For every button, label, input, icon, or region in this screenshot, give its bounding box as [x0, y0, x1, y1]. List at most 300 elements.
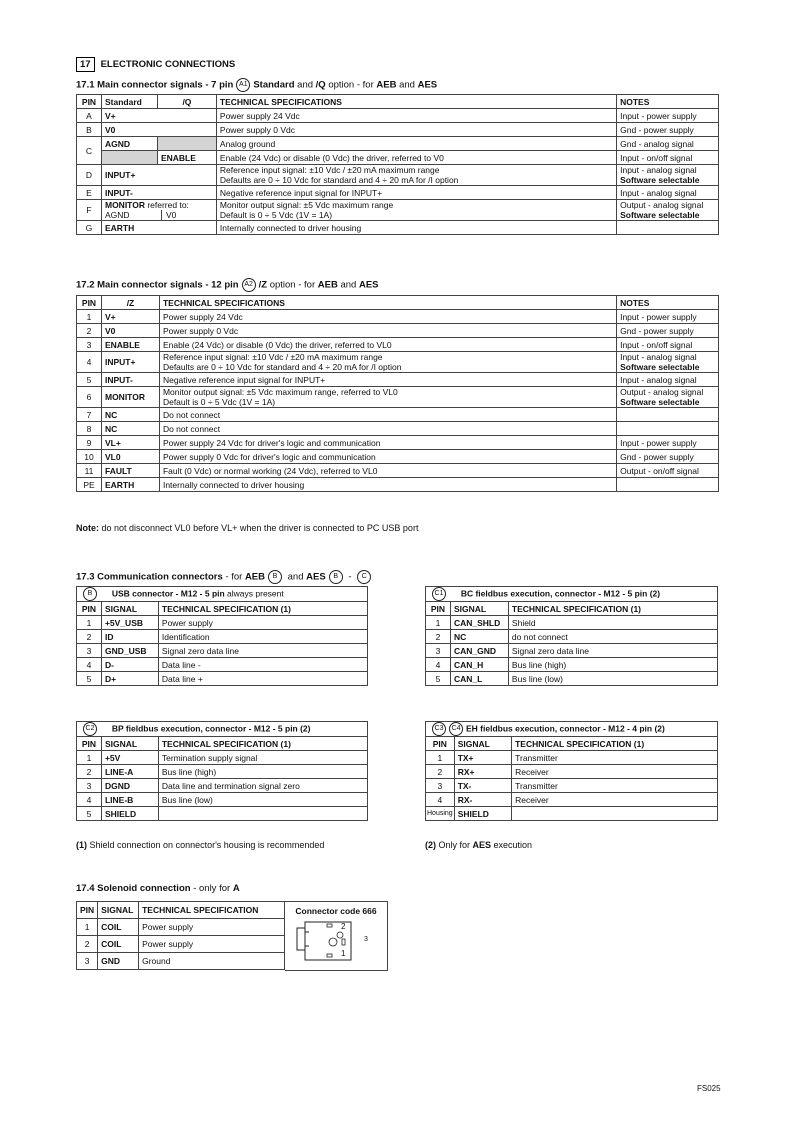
col-spec: TECHNICAL SPECIFICATION (1)	[158, 602, 367, 616]
spec-line: Default is 0 ÷ 5 Vdc (1V = 1A)	[162, 397, 276, 407]
note	[617, 450, 719, 464]
s174-title-a: A	[232, 883, 240, 894]
signal: CAN_SHLD	[450, 616, 508, 630]
table-row	[426, 672, 718, 686]
pin: 3	[426, 779, 455, 793]
pin: 2	[77, 936, 98, 953]
s172-table	[76, 295, 719, 492]
spec-line: Default is 0 ÷ 5 Vdc (1V = 1A)	[219, 210, 333, 220]
signal-main: MONITOR	[104, 200, 145, 210]
signal: ENABLE	[157, 151, 216, 165]
note-line: Output - analog signal	[620, 200, 704, 210]
table-row	[426, 793, 718, 807]
table-header-row	[426, 602, 718, 616]
spec	[159, 422, 616, 436]
note	[617, 324, 719, 338]
note	[617, 373, 719, 387]
signal: DGND	[101, 779, 158, 793]
table-row	[77, 478, 719, 492]
spec: Power supply	[158, 616, 367, 630]
pin: 2	[77, 630, 102, 644]
s173-title-aeb: AEB	[244, 571, 265, 583]
bc-title: BC fieldbus execution, connector - M12 - 5 pin (2)	[460, 588, 661, 599]
spec: Power supply 24 Vdc	[216, 109, 616, 123]
table-row	[77, 186, 719, 200]
table-row	[426, 765, 718, 779]
badge-a1: A1	[236, 78, 250, 92]
s173-title-and: and	[285, 571, 307, 583]
pin: 5	[426, 672, 451, 686]
spec: Receiver	[512, 765, 718, 779]
signal: VL0	[101, 450, 159, 464]
pin: B	[77, 123, 102, 137]
pin: 1	[426, 616, 451, 630]
signal: EARTH	[101, 221, 216, 235]
spec: Power supply 0 Vdc	[216, 123, 616, 137]
s171-title-main: 17.1 Main connector signals - 7 pin	[76, 79, 234, 91]
pin: 1	[77, 616, 102, 630]
col-spec: TECHNICAL SPECIFICATIONS	[216, 95, 616, 109]
pin: G	[77, 221, 102, 235]
col-pin: PIN	[77, 602, 102, 616]
table-title-row	[77, 587, 368, 602]
col-signal: SIGNAL	[450, 602, 508, 616]
note	[617, 338, 719, 352]
table-row	[77, 751, 368, 765]
col-pin: PIN	[77, 95, 102, 109]
table-row	[77, 658, 368, 672]
col-signal: SIGNAL	[98, 902, 139, 919]
badge-a2: A2	[242, 278, 256, 292]
signal: V+	[101, 310, 159, 324]
s171-title-and2: and	[396, 79, 418, 91]
pin: 2	[426, 765, 455, 779]
spec	[159, 324, 616, 338]
signal: NC	[101, 408, 159, 422]
table-row	[77, 672, 368, 686]
signal: V+	[101, 109, 216, 123]
badge-c: C	[357, 570, 371, 584]
col-signal: SIGNAL	[454, 737, 511, 751]
table-row	[426, 807, 718, 821]
signal: CAN_GND	[450, 644, 508, 658]
spec	[159, 338, 616, 352]
spec: Power supply	[139, 919, 285, 936]
signal: EARTH	[101, 478, 159, 492]
table-row	[77, 422, 719, 436]
spec: Analog ground	[216, 137, 616, 151]
s173-title-aes: AES	[306, 571, 326, 583]
signal: GND_USB	[101, 644, 158, 658]
table-row	[77, 936, 285, 953]
spec-line: Defaults are 0 ÷ 10 Vdc for standard and 4 ÷ 20 mA for /I option	[219, 175, 459, 185]
spec-line: Defaults are 0 ÷ 10 Vdc for standard and 4 ÷ 20 mA for /I option	[162, 362, 402, 372]
note-line: Software selectable	[620, 362, 700, 372]
pin: 7	[77, 408, 102, 422]
pin: 3	[77, 338, 102, 352]
pin: F	[77, 200, 102, 221]
note-line: Gnd - power supply	[620, 451, 694, 462]
table-row	[77, 310, 719, 324]
spec: Data line and termination signal zero	[158, 779, 367, 793]
spec: Identification	[158, 630, 367, 644]
spec: Signal zero data line	[508, 644, 717, 658]
spec-line: Power supply 0 Vdc for driver's logic and communication	[162, 451, 376, 462]
spec-line: Monitor output signal: ±5 Vdc maximum range	[219, 200, 394, 210]
note	[617, 310, 719, 324]
spec-line: Do not connect	[162, 409, 221, 420]
table-title-row	[426, 587, 718, 602]
s174-title-main: 17.4 Solenoid connection	[76, 883, 191, 894]
usb-title-sub: always present	[224, 588, 284, 599]
spec: Bus line (high)	[508, 658, 717, 672]
table-row	[426, 616, 718, 630]
s171-title	[76, 78, 437, 92]
spec	[159, 478, 616, 492]
signal: CAN_H	[450, 658, 508, 672]
signal: SHIELD	[101, 807, 158, 821]
signal-sub: referred to:	[144, 200, 189, 210]
fn-mark: (1)	[76, 840, 87, 850]
badge-b: B	[83, 587, 97, 601]
spec-line: Fault (0 Vdc) or normal working (24 Vdc), referred to VL0	[162, 465, 378, 476]
table-row	[77, 450, 719, 464]
note-line: Software selectable	[620, 397, 700, 407]
connector-666-icon	[285, 918, 387, 966]
pin: 3	[77, 953, 98, 970]
table-row	[77, 793, 368, 807]
signal: RX+	[454, 765, 511, 779]
col-signal: SIGNAL	[101, 602, 158, 616]
table-row	[77, 630, 368, 644]
connector-label-1: 1	[341, 949, 346, 958]
fn-text: Only for	[436, 840, 473, 850]
table-row	[77, 200, 719, 221]
signal: LINE-A	[101, 765, 158, 779]
s171-title-aes: AES	[417, 79, 438, 91]
note	[617, 478, 719, 492]
spec	[159, 310, 616, 324]
table-row	[77, 373, 719, 387]
pin: 1	[77, 751, 102, 765]
note-line: Software selectable	[620, 210, 700, 220]
bp-title: BP fieldbus execution, connector - M12 - 5 pin (2)	[111, 723, 311, 734]
note: Gnd - analog signal	[617, 137, 719, 151]
bc-title-cell	[426, 587, 718, 602]
table-row	[77, 779, 368, 793]
col-notes: NOTES	[617, 95, 719, 109]
note	[617, 165, 719, 186]
note-line: Input - power supply	[620, 311, 697, 322]
spec: Internally connected to driver housing	[216, 221, 616, 235]
spec: Data line -	[158, 658, 367, 672]
spec-line: Negative reference input signal for INPUT+	[162, 374, 326, 385]
connector-box	[285, 901, 388, 971]
signal: ENABLE	[101, 338, 159, 352]
badge-c2: C2	[83, 722, 97, 736]
note	[617, 200, 719, 221]
table-row	[77, 165, 719, 186]
signal: COIL	[98, 936, 139, 953]
signal: INPUT+	[101, 165, 216, 186]
col-pin: PIN	[426, 737, 455, 751]
table-row	[77, 352, 719, 373]
signal: INPUT+	[101, 352, 159, 373]
note	[617, 221, 719, 235]
signal: +5V_USB	[101, 616, 158, 630]
signal: +5V	[101, 751, 158, 765]
note: Input - on/off signal	[617, 151, 719, 165]
table-row	[77, 338, 719, 352]
pin: A	[77, 109, 102, 123]
spec: Shield	[508, 616, 717, 630]
eh-title: EH fieldbus execution, connector - M12 - 4 pin (2)	[466, 723, 665, 734]
s172-title	[76, 278, 379, 292]
spec-line: Enable (24 Vdc) or disable (0 Vdc) the driver, referred to VL0	[162, 339, 392, 350]
spec-line: Reference input signal: ±10 Vdc / ±20 mA maximum range	[162, 352, 383, 362]
s173-title-for: - for	[222, 571, 245, 583]
spec	[216, 165, 616, 186]
bp-table	[76, 721, 368, 821]
table-row	[77, 324, 719, 338]
signal: VL+	[101, 436, 159, 450]
signal: RX-	[454, 793, 511, 807]
pin: 4	[77, 793, 102, 807]
fn-text-end: execution	[491, 840, 533, 850]
pin: E	[77, 186, 102, 200]
pin: 1	[426, 751, 455, 765]
col-pin: PIN	[426, 602, 451, 616]
table-header-row	[77, 95, 719, 109]
section-number: 17	[76, 57, 95, 72]
table-row	[426, 779, 718, 793]
s172-note	[76, 523, 418, 533]
signal: MONITOR	[101, 387, 159, 408]
table-row	[77, 109, 719, 123]
s171-title-for: option - for	[325, 79, 377, 91]
connector-label-2: 2	[341, 922, 346, 931]
usb-title: USB connector - M12 - 5 pin	[111, 588, 225, 599]
signal-v0: V0	[165, 210, 177, 220]
pin: 9	[77, 436, 102, 450]
pin: 5	[77, 373, 102, 387]
section-title: ELECTRONIC CONNECTIONS	[100, 59, 236, 70]
signal: GND	[98, 953, 139, 970]
table-row	[77, 464, 719, 478]
spec	[159, 450, 616, 464]
note	[617, 352, 719, 373]
bc-table	[425, 586, 718, 686]
col-standard: Standard	[101, 95, 157, 109]
signal: LINE-B	[101, 793, 158, 807]
spec	[159, 352, 616, 373]
s171-table	[76, 94, 719, 235]
note	[617, 436, 719, 450]
spec-line: Power supply 24 Vdc for driver's logic and communication	[162, 437, 381, 448]
pin: 2	[426, 630, 451, 644]
table-row	[77, 953, 285, 970]
signal: V0	[101, 123, 216, 137]
table-row	[77, 765, 368, 779]
spec: Transmitter	[512, 751, 718, 765]
spec	[159, 373, 616, 387]
table-header-row	[77, 296, 719, 310]
table-row	[77, 137, 719, 151]
note-label: Note:	[76, 523, 99, 533]
gray-cell	[101, 151, 157, 165]
s171-title-std: Standard	[253, 79, 295, 91]
table-title-row	[426, 722, 718, 737]
s172-title-aes: AES	[358, 279, 379, 291]
table-row	[77, 807, 368, 821]
pin: Housing	[426, 807, 455, 821]
s172-title-and: and	[337, 279, 359, 291]
note: Input - analog signal	[617, 186, 719, 200]
gray-cell	[157, 137, 216, 151]
s172-title-for: option - for	[267, 279, 318, 291]
signal: INPUT-	[101, 186, 216, 200]
bp-title-cell	[77, 722, 368, 737]
s171-title-aeb: AEB	[376, 79, 397, 91]
table-row	[426, 644, 718, 658]
s172-title-main: 17.2 Main connector signals - 12 pin	[76, 279, 239, 291]
table-row	[77, 644, 368, 658]
spec: Receiver	[512, 793, 718, 807]
spec-line: Power supply 0 Vdc	[162, 325, 239, 336]
pin: D	[77, 165, 102, 186]
spec-line: Reference input signal: ±10 Vdc / ±20 mA maximum range	[219, 165, 440, 175]
col-pin: PIN	[77, 296, 102, 310]
table-header-row	[426, 737, 718, 751]
pin: 4	[77, 352, 102, 373]
s174-table	[76, 901, 285, 970]
pin: PE	[77, 478, 102, 492]
s171-title-and: and	[294, 79, 316, 91]
note-line: Input - on/off signal	[620, 339, 693, 350]
spec	[158, 807, 367, 821]
section-header	[76, 57, 235, 72]
eh-title-cell	[426, 722, 718, 737]
signal: COIL	[98, 919, 139, 936]
spec	[216, 200, 616, 221]
pin: 2	[77, 324, 102, 338]
spec: Enable (24 Vdc) or disable (0 Vdc) the driver, referred to V0	[216, 151, 616, 165]
connector-title: Connector code 666	[295, 906, 377, 916]
spec	[159, 464, 616, 478]
col-spec: TECHNICAL SPECIFICATION (1)	[512, 737, 718, 751]
fn-mark: (2)	[425, 840, 436, 850]
spec-line: Do not connect	[162, 423, 221, 434]
spec: Transmitter	[512, 779, 718, 793]
pin: 10	[77, 450, 102, 464]
note	[617, 387, 719, 408]
table-row	[426, 751, 718, 765]
signal: SHIELD	[454, 807, 511, 821]
col-spec: TECHNICAL SPECIFICATION (1)	[158, 737, 367, 751]
col-pin: PIN	[77, 902, 98, 919]
page-code: FS025	[697, 1084, 721, 1093]
fn-text: Shield connection on connector's housing is recommended	[87, 840, 325, 850]
s172-title-aeb: AEB	[317, 279, 338, 291]
table-row	[77, 387, 719, 408]
col-spec: TECHNICAL SPECIFICATION	[139, 902, 285, 919]
signal: V0	[101, 324, 159, 338]
signal: D-	[101, 658, 158, 672]
table-row	[77, 616, 368, 630]
pin: 6	[77, 387, 102, 408]
spec: Bus line (high)	[158, 765, 367, 779]
badge-b: B	[268, 570, 282, 584]
badge-b: B	[329, 570, 343, 584]
pin: 4	[77, 658, 102, 672]
note	[617, 422, 719, 436]
note: Gnd - power supply	[617, 123, 719, 137]
table-row	[426, 630, 718, 644]
note-line: Input - analog signal	[620, 165, 697, 175]
note-line: Output - on/off signal	[620, 465, 699, 476]
table-row	[426, 658, 718, 672]
spec: Bus line (low)	[158, 793, 367, 807]
signal: TX+	[454, 751, 511, 765]
signal: AGND	[101, 137, 157, 151]
col-spec: TECHNICAL SPECIFICATIONS	[159, 296, 616, 310]
eh-table	[425, 721, 718, 821]
note-line: Input - analog signal	[620, 374, 697, 385]
connector-label-3: 3	[364, 936, 368, 943]
col-spec: TECHNICAL SPECIFICATION (1)	[508, 602, 717, 616]
col-signal: SIGNAL	[101, 737, 158, 751]
table-title-row	[77, 722, 368, 737]
signal: D+	[101, 672, 158, 686]
pin: 5	[77, 807, 102, 821]
spec: Data line +	[158, 672, 367, 686]
s172-title-z: /Z	[258, 279, 268, 291]
spec: do not connect	[508, 630, 717, 644]
badge-c1: C1	[432, 587, 446, 601]
badge-c3: C3	[432, 722, 446, 736]
spec-line: Monitor output signal: ±5 Vdc maximum range, referred to VL0	[162, 387, 398, 397]
spec-line: Internally connected to driver housing	[162, 479, 305, 490]
note-line: Input - analog signal	[620, 352, 697, 362]
note: Input - power supply	[617, 109, 719, 123]
signal-agnd: AGND	[105, 210, 162, 220]
col-pin: PIN	[77, 737, 102, 751]
col-z: /Z	[101, 296, 159, 310]
note-line: Output - analog signal	[620, 387, 704, 397]
spec	[159, 436, 616, 450]
footnote-1	[76, 840, 324, 850]
spec	[159, 408, 616, 422]
note-text: do not disconnect VL0 before VL+ when the driver is connected to PC USB port	[99, 523, 419, 533]
table-header-row	[77, 602, 368, 616]
note	[617, 464, 719, 478]
badge-c4: C4	[449, 722, 463, 736]
pin: 3	[77, 644, 102, 658]
pin: 1	[77, 310, 102, 324]
spec: Signal zero data line	[158, 644, 367, 658]
pin: C	[77, 137, 102, 165]
spec: Power supply	[139, 936, 285, 953]
table-header-row	[77, 737, 368, 751]
spec: Termination supply signal	[158, 751, 367, 765]
footnote-2	[425, 840, 532, 850]
s173-title-main: 17.3 Communication connectors	[76, 571, 223, 583]
spec	[159, 387, 616, 408]
note-line: Input - power supply	[620, 437, 697, 448]
signal: FAULT	[101, 464, 159, 478]
signal: TX-	[454, 779, 511, 793]
usb-table	[76, 586, 368, 686]
